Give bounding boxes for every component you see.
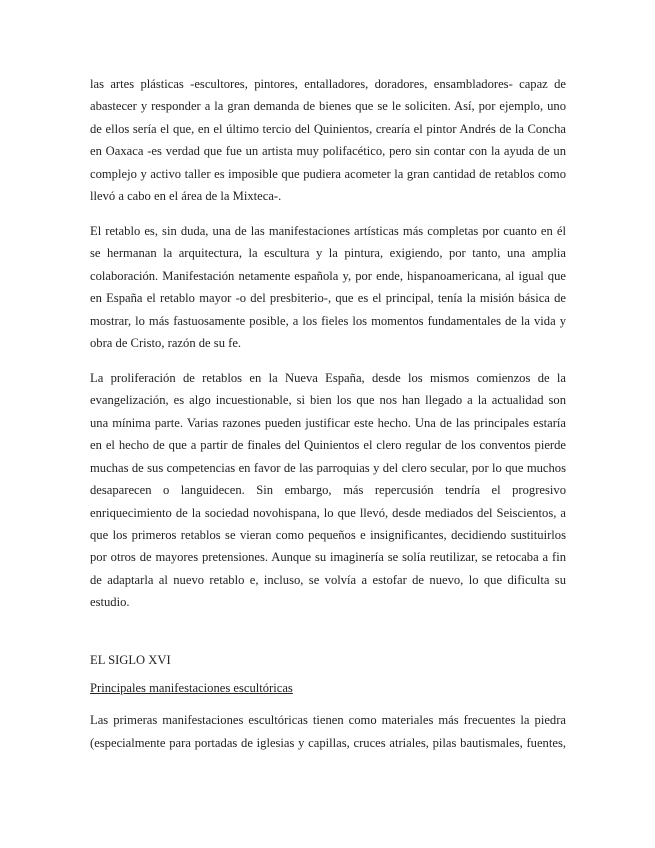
subsection-heading: Principales manifestaciones escultóricas bbox=[90, 680, 293, 695]
section-heading: EL SIGLO XVI bbox=[90, 652, 171, 667]
text-line: estudio. bbox=[90, 595, 130, 610]
text-line: enriquecimiento de la sociedad novohispana, lo que llevó, desde mediados del Seiscientos, a bbox=[90, 505, 566, 520]
text-line: de ellos sería el que, en el último tercio del Quinientos, crearía el pintor Andrés de la Concha bbox=[90, 121, 566, 136]
text-line: llevó a cabo en el área de la Mixteca-. bbox=[90, 189, 282, 204]
text-line: muchas de sus competencias en favor de las parroquias y del clero secular, por lo que muchos bbox=[90, 460, 566, 475]
paragraph-talleres bbox=[90, 73, 566, 207]
text-line: de adaptarla al nuevo retablo e, incluso, se volvía a estofar de nuevo, lo que dificulta su bbox=[90, 572, 566, 587]
text-line: abastecer y responder a la gran demanda de bienes que se le soliciten. Así, por ejemplo, uno bbox=[90, 99, 566, 114]
text-line: Las primeras manifestaciones escultóricas tienen como materiales más frecuentes la piedra bbox=[90, 713, 566, 728]
text-line: La proliferación de retablos en la Nueva España, desde los mismos comienzos de la bbox=[90, 371, 566, 386]
text-line: que los primeros retablos se vieran como pequeños e insignificantes, decidiendo sustituirlos bbox=[90, 527, 566, 542]
text-line: complejo y activo taller es imposible que pudiera acometer la gran cantidad de retablos como bbox=[90, 166, 566, 181]
text-line: en España el retablo mayor -o del presbiterio-, que es el principal, tenía la misión básica de bbox=[90, 291, 566, 306]
text-line: desaparecen o languidecen. Sin embargo, más repercusión tendría el progresivo bbox=[90, 483, 566, 498]
paragraph-manifestaciones bbox=[90, 709, 566, 754]
text-line: mostrar, lo más fastuosamente posible, a los fieles los momentos fundamentales de la vida y bbox=[90, 313, 566, 328]
text-line: las artes plásticas -escultores, pintores, entalladores, doradores, ensambladores- capaz de bbox=[90, 77, 566, 91]
text-line: una mínima parte. Varias razones pueden justificar este hecho. Una de las principales estaría bbox=[90, 415, 566, 430]
text-line: por otros de mayores pretensiones. Aunque su imaginería se solía reutilizar, se retocaba a fin bbox=[90, 550, 566, 565]
document-page bbox=[90, 73, 566, 767]
text-line: obra de Cristo, razón de su fe. bbox=[90, 336, 242, 351]
text-line: en el hecho de que a partir de finales del Quinientos el clero regular de los conventos pierde bbox=[90, 438, 566, 453]
text-line: (especialmente para portadas de iglesias y capillas, cruces atriales, pilas bautismales, fuentes, bbox=[90, 735, 566, 750]
paragraph-proliferacion bbox=[90, 367, 566, 613]
text-line: en Oaxaca -es verdad que fue un artista muy polifacético, pero sin contar con la ayuda de un bbox=[90, 144, 566, 159]
paragraph-retablo bbox=[90, 220, 566, 354]
text-line: El retablo es, sin duda, una de las manifestaciones artísticas más completas por cuanto en él bbox=[90, 224, 566, 239]
text-line: evangelización, es algo incuestionable, si bien los que nos han llegado a la actualidad son bbox=[90, 393, 566, 408]
text-line: colaboración. Manifestación netamente española y, por ende, hispanoamericana, al igual que bbox=[90, 268, 566, 283]
text-line: se hermanan la arquitectura, la escultura y la pintura, exigiendo, por tanto, una amplia bbox=[90, 246, 566, 261]
